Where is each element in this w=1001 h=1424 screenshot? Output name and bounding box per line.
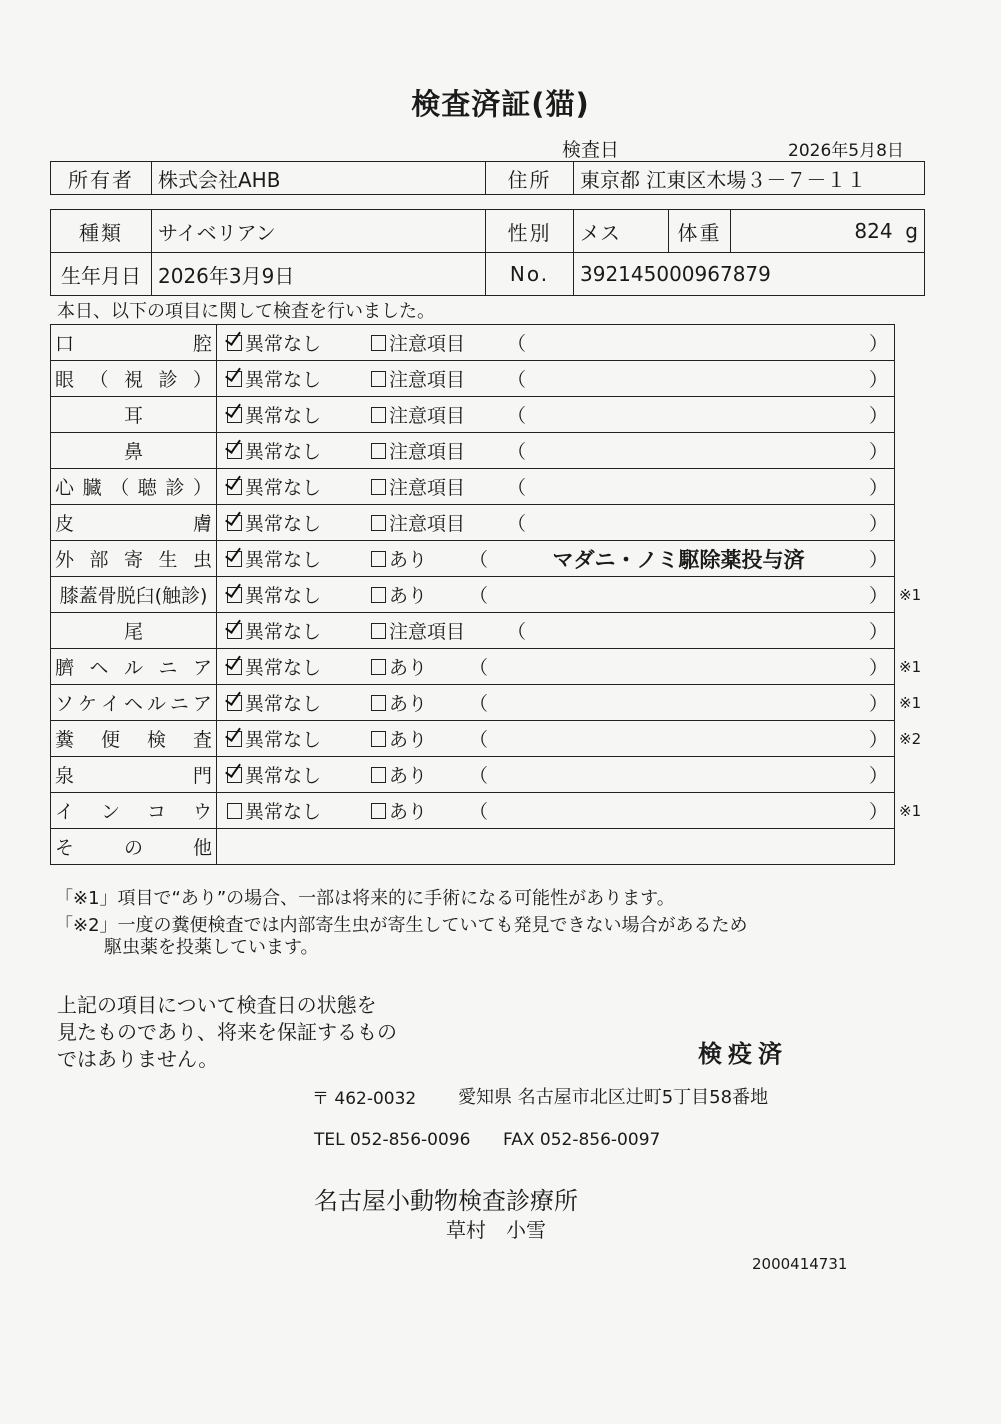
label-char: 眼 — [55, 369, 75, 391]
note-paren-close: ） — [868, 477, 888, 499]
check-row — [51, 469, 895, 505]
label-char: 他 — [192, 837, 212, 859]
label-char: ケ — [77, 693, 97, 715]
check-item-label — [51, 577, 217, 613]
label-char: 臓 — [82, 477, 102, 499]
normal-option-label: 異常なし — [245, 441, 322, 463]
check-item-label-chars — [55, 437, 212, 464]
normal-checkbox[interactable] — [227, 767, 242, 783]
label-char: ヘ — [123, 693, 143, 715]
check-item-label-chars — [55, 473, 212, 500]
check-row — [51, 721, 895, 757]
other-checkbox[interactable] — [371, 803, 386, 819]
note-paren-open: （ — [507, 441, 527, 463]
check-item-result — [217, 433, 895, 469]
normal-checkbox[interactable] — [227, 443, 242, 459]
normal-checkbox[interactable] — [227, 623, 242, 639]
other-checkbox[interactable] — [371, 767, 386, 783]
other-checkbox[interactable] — [371, 587, 386, 603]
other-option-label: 注意項目 — [389, 441, 466, 463]
address-label: 住所 — [486, 162, 574, 195]
no-label: No. — [486, 253, 574, 296]
label-char: 部 — [89, 549, 109, 571]
birth-label: 生年月日 — [51, 253, 152, 296]
other-checkbox[interactable] — [371, 623, 386, 639]
exam-date-label: 検査日 — [562, 139, 620, 161]
birth-value: 2026年3月9日 — [152, 253, 486, 296]
note-paren-open: （ — [507, 369, 527, 391]
label-char: 糞 — [55, 729, 75, 751]
other-option-label: あり — [389, 549, 428, 571]
weight-value: 824 — [854, 219, 893, 243]
check-item-label-chars — [55, 761, 212, 788]
note-paren-close: ） — [868, 549, 888, 571]
sex-label: 性別 — [486, 210, 574, 253]
normal-option-label: 異常なし — [245, 405, 322, 427]
label-char: 診 — [165, 477, 185, 499]
label-char: 膝蓋骨脱臼(触診) — [59, 585, 208, 607]
other-option-label: 注意項目 — [389, 333, 466, 355]
check-item-result — [217, 361, 895, 397]
label-char: ン — [100, 801, 120, 823]
label-char: ア — [192, 693, 212, 715]
normal-option-label: 異常なし — [245, 477, 322, 499]
document-number: 2000414731 — [752, 1255, 848, 1273]
note-paren-open: （ — [469, 765, 489, 787]
clinic-person: 草村 小雪 — [446, 1218, 546, 1242]
label-char: 膚 — [192, 513, 212, 535]
label-char: 耳 — [123, 405, 143, 427]
label-char: イ — [55, 801, 75, 823]
footnote-mark: ※1 — [899, 657, 922, 676]
footnote-2-cont: 駆虫薬を投薬しています。 — [104, 937, 319, 958]
check-item-label-chars — [55, 545, 212, 572]
intro-text: 本日、以下の項目に関して検査を行いました。 — [57, 301, 435, 322]
label-char: ） — [192, 477, 212, 499]
label-char: 診 — [158, 369, 178, 391]
check-row — [51, 577, 895, 613]
check-item-label — [51, 397, 217, 433]
note-paren-open: （ — [469, 693, 489, 715]
note-paren-open: （ — [507, 621, 527, 643]
check-item-label — [51, 685, 217, 721]
check-row — [51, 613, 895, 649]
check-row — [51, 433, 895, 469]
label-char: 便 — [100, 729, 120, 751]
label-char: 査 — [192, 729, 212, 751]
disclaimer-line-2: 見たものであり、将来を保証するもの — [57, 1020, 397, 1044]
note-paren-open: （ — [507, 333, 527, 355]
note-paren-close: ） — [868, 369, 888, 391]
normal-checkbox[interactable] — [227, 587, 242, 603]
normal-checkbox[interactable] — [227, 335, 242, 351]
label-char: 腔 — [192, 333, 212, 355]
other-checkbox[interactable] — [371, 443, 386, 459]
other-option-label: 注意項目 — [389, 621, 466, 643]
note-paren-open: （ — [469, 729, 489, 751]
check-item-result — [217, 541, 895, 577]
normal-option-label: 異常なし — [245, 657, 322, 679]
label-char: 検 — [146, 729, 166, 751]
label-char: 泉 — [55, 765, 75, 787]
other-option-label: あり — [389, 801, 428, 823]
check-item-result — [217, 721, 895, 757]
exam-date-value: 2026年5月8日 — [788, 141, 904, 161]
normal-option-label: 異常なし — [245, 369, 322, 391]
note-paren-open: （ — [469, 585, 489, 607]
check-item-result — [217, 649, 895, 685]
normal-option-label: 異常なし — [245, 693, 322, 715]
weight-cell — [731, 210, 925, 253]
label-char: 視 — [123, 369, 143, 391]
note-paren-close: ） — [868, 441, 888, 463]
footnote-mark: ※2 — [899, 729, 922, 748]
normal-checkbox[interactable] — [227, 695, 242, 711]
breed-value: サイベリアン — [152, 210, 486, 253]
normal-checkbox[interactable] — [227, 551, 242, 567]
other-option-label: 注意項目 — [389, 405, 466, 427]
check-item-label — [51, 649, 217, 685]
footnote-1: 「※1」項目で“あり”の場合、一部は将来的に手術になる可能性があります。 — [55, 888, 675, 909]
check-row — [51, 793, 895, 829]
label-char: （ — [110, 477, 130, 499]
label-char: 鼻 — [123, 441, 143, 463]
label-char: 臍 — [55, 657, 75, 679]
check-row — [51, 325, 895, 361]
other-checkbox[interactable] — [371, 731, 386, 747]
disclaimer-line-3: ではありません。 — [57, 1047, 219, 1071]
check-row — [51, 757, 895, 793]
label-char: 皮 — [55, 513, 75, 535]
label-char: 寄 — [123, 549, 143, 571]
label-char: ソ — [55, 693, 75, 715]
note-paren-close: ） — [868, 657, 888, 679]
other-option-label: あり — [389, 657, 428, 679]
other-checkbox[interactable] — [371, 659, 386, 675]
normal-checkbox[interactable] — [227, 479, 242, 495]
note-paren-open: （ — [507, 405, 527, 427]
note-paren-close: ） — [868, 585, 888, 607]
normal-option-label: 異常なし — [245, 801, 322, 823]
footnote-mark: ※1 — [899, 801, 922, 820]
normal-checkbox[interactable] — [227, 803, 242, 819]
normal-checkbox[interactable] — [227, 515, 242, 531]
clinic-address: 愛知県 名古屋市北区辻町5丁目58番地 — [458, 1087, 769, 1108]
address-value: 東京都 江東区木場３－７－１１ — [574, 162, 925, 195]
check-item-result — [217, 793, 895, 829]
note-paren-open: （ — [469, 657, 489, 679]
normal-option-label: 異常なし — [245, 729, 322, 751]
other-option-label: あり — [389, 585, 428, 607]
check-item-label — [51, 541, 217, 577]
check-item-label-chars — [55, 689, 212, 716]
normal-checkbox[interactable] — [227, 371, 242, 387]
label-char: ヘ — [89, 657, 109, 679]
note-paren-close: ） — [868, 405, 888, 427]
other-option-label: あり — [389, 765, 428, 787]
note-paren-open: （ — [507, 513, 527, 535]
label-char: 虫 — [192, 549, 212, 571]
check-item-result — [217, 685, 895, 721]
note-paren-close: ） — [868, 333, 888, 355]
clinic-tel: TEL 052-856-0096 — [314, 1130, 471, 1150]
other-checkbox[interactable] — [371, 695, 386, 711]
other-row-label — [51, 829, 217, 865]
check-row — [51, 649, 895, 685]
check-item-result — [217, 757, 895, 793]
check-item-label — [51, 433, 217, 469]
check-item-label-chars — [55, 365, 212, 392]
check-item-result — [217, 505, 895, 541]
check-item-result — [217, 577, 895, 613]
footnote-mark: ※1 — [899, 693, 922, 712]
normal-option-label: 異常なし — [245, 585, 322, 607]
owner-label: 所有者 — [51, 162, 152, 195]
check-row-other — [51, 829, 895, 865]
pet-table — [50, 209, 925, 296]
label-char: 生 — [158, 549, 178, 571]
sex-value: メス — [574, 210, 669, 253]
check-table — [50, 324, 895, 865]
label-char: 外 — [55, 549, 75, 571]
note-paren-close: ） — [868, 621, 888, 643]
owner-table — [50, 161, 925, 195]
note-paren-open: （ — [469, 801, 489, 823]
normal-option-label: 異常なし — [245, 621, 322, 643]
label-char: ル — [146, 693, 166, 715]
check-item-label — [51, 613, 217, 649]
note-paren-close: ） — [868, 513, 888, 535]
check-row — [51, 541, 895, 577]
check-row — [51, 361, 895, 397]
check-item-result — [217, 469, 895, 505]
check-item-result — [217, 397, 895, 433]
check-item-label — [51, 469, 217, 505]
normal-option-label: 異常なし — [245, 549, 322, 571]
breed-label: 種類 — [51, 210, 152, 253]
other-option-label: 注意項目 — [389, 513, 466, 535]
disclaimer-line-1: 上記の項目について検査日の状態を — [57, 993, 377, 1017]
other-checkbox[interactable] — [371, 551, 386, 567]
document-title: 検査済証(猫) — [411, 87, 590, 121]
check-item-label — [51, 361, 217, 397]
other-option-label: 注意項目 — [389, 369, 466, 391]
check-item-label-chars — [55, 797, 212, 824]
check-row — [51, 505, 895, 541]
normal-option-label: 異常なし — [245, 513, 322, 535]
normal-option-label: 異常なし — [245, 333, 322, 355]
quarantine-stamp: 検疫済 — [698, 1040, 788, 1068]
label-char: ウ — [192, 801, 212, 823]
check-item-label — [51, 325, 217, 361]
label-char: ア — [192, 657, 212, 679]
label-char: 聴 — [137, 477, 157, 499]
owner-value: 株式会社AHB — [152, 162, 486, 195]
note-paren-close: ） — [868, 801, 888, 823]
label-char: そ — [55, 837, 75, 859]
check-item-label-chars — [55, 617, 212, 644]
check-item-label — [51, 721, 217, 757]
clinic-name: 名古屋小動物検査診療所 — [314, 1187, 578, 1215]
other-checkbox[interactable] — [371, 515, 386, 531]
check-item-label-chars — [55, 581, 212, 608]
check-row — [51, 397, 895, 433]
note-text: マダニ・ノミ駆除薬投与済 — [552, 547, 805, 572]
normal-checkbox[interactable] — [227, 659, 242, 675]
check-item-label-chars — [55, 653, 212, 680]
label-char: 心 — [55, 477, 75, 499]
footnote-mark: ※1 — [899, 585, 922, 604]
check-item-label-chars — [55, 401, 212, 428]
label-char: 口 — [55, 333, 75, 355]
other-row-content — [217, 829, 895, 865]
other-checkbox[interactable] — [371, 407, 386, 423]
check-item-label-chars — [55, 329, 212, 356]
no-value: 392145000967879 — [574, 253, 925, 296]
label-char: の — [123, 837, 143, 859]
label-char: コ — [146, 801, 166, 823]
label-char: イ — [100, 693, 120, 715]
normal-checkbox[interactable] — [227, 407, 242, 423]
check-item-result — [217, 325, 895, 361]
note-paren-open: （ — [469, 549, 489, 571]
label-char: （ — [89, 369, 109, 391]
weight-label: 体重 — [669, 210, 731, 253]
label-char: ル — [123, 657, 143, 679]
label-char: ） — [192, 369, 212, 391]
note-paren-open: （ — [507, 477, 527, 499]
note-paren-close: ） — [868, 693, 888, 715]
note-paren-close: ） — [868, 765, 888, 787]
clinic-fax: FAX 052-856-0097 — [503, 1130, 661, 1150]
label-char: ニ — [169, 693, 189, 715]
other-option-label: あり — [389, 693, 428, 715]
clinic-postal: 〒 462-0032 — [312, 1089, 417, 1109]
check-item-label — [51, 793, 217, 829]
label-char: 門 — [192, 765, 212, 787]
check-item-label-chars — [55, 509, 212, 536]
footnote-2: 「※2」一度の糞便検査では内部寄生虫が寄生していても発見できない場合があるため — [55, 915, 748, 936]
other-checkbox[interactable] — [371, 371, 386, 387]
other-checkbox[interactable] — [371, 335, 386, 351]
check-item-label-chars — [55, 725, 212, 752]
other-option-label: 注意項目 — [389, 477, 466, 499]
label-char: ニ — [158, 657, 178, 679]
weight-unit: g — [905, 219, 918, 243]
other-checkbox[interactable] — [371, 479, 386, 495]
note-paren-close: ） — [868, 729, 888, 751]
normal-checkbox[interactable] — [227, 731, 242, 747]
check-item-label — [51, 505, 217, 541]
label-char: 尾 — [123, 621, 143, 643]
check-item-label — [51, 757, 217, 793]
other-option-label: あり — [389, 729, 428, 751]
check-item-result — [217, 613, 895, 649]
normal-option-label: 異常なし — [245, 765, 322, 787]
check-row — [51, 685, 895, 721]
